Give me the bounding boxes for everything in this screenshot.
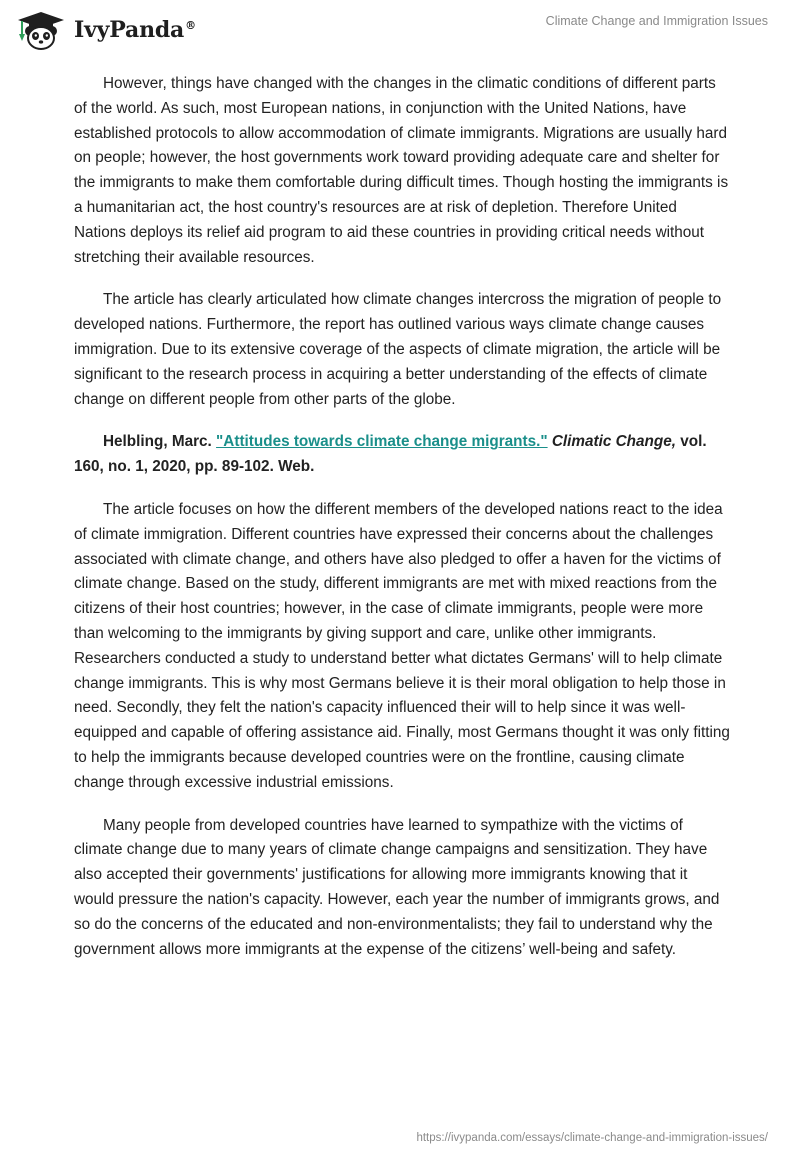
citation-title-link[interactable]: "Attitudes towards climate change migrants." [216,433,548,451]
citation-author: Helbling, Marc. [103,433,212,451]
paragraph: The article has clearly articulated how climate changes intercross the migration of people to developed nations. Furthermore, the report has outlined various ways climate change causes immigration. Due to its extensive coverage of the aspects of climate migration, the article will be significant to the research process in acquiring a better understanding of the effects of climate change on different people from other parts of the globe. [74,291,722,408]
ivypanda-logo[interactable] [14,10,196,50]
essay-body [74,72,730,980]
document-title: Climate Change and Immigration Issues [545,14,768,28]
paragraph: Many people from developed countries have learned to sympathize with the victims of climate change due to many years of climate change campaigns and sensitization. They have also accepted their governments' justifications for allowing more immigrants knowing that it would pressure the nation's capacity. However, each year the number of immigrants grows, and so do the concerns of the educated and non-environmentalists; they fail to understand why the government allows more immigrants at the expense of the citizens’ well-being and safety. [74,816,720,958]
page-header [0,0,800,60]
panda-mortarboard-icon [14,10,68,50]
paragraph: The article focuses on how the different members of the developed nations react to the idea of climate immigration. Different countries have expressed their concerns about the challenges associated with climate change, and others have also pledged to offer a haven for the victims of climate change. Based on the study, different immigrants are met with mixed reactions from the citizens of their host countries; however, in the case of climate immigrants, people were more than welcoming to the immigrants by giving support and care, unlike other immigrants. Researchers conducted a study to understand better what dictates Germans' will to help climate change immigrants. This is why most Germans believe it is their moral obligation to help those in need. Secondly, they felt the nation's capacity influenced their will to help since it was well-equipped and capable of offering assistance aid. Finally, most Germans thought it was only fitting to help the immigrants because developed countries were on the frontline, causing climate change through excessive industrial emissions. [74,500,730,791]
citation-details: vol. 160, no. 1, 2020, pp. 89-102. Web. [74,433,707,476]
citation-journal: Climatic Change, [551,433,676,451]
citation [74,430,730,480]
source-url[interactable]: https://ivypanda.com/essays/climate-change-and-immigration-issues/ [416,1132,768,1144]
paragraph: However, things have changed with the changes in the climatic conditions of different parts of the world. As such, most European nations, in conjunction with the United Nations, have established protocols to allow accommodation of climate immigrants. Migrations are usually hard on people; however, the host governments work toward providing adequate care and shelter for the immigrants to make them comfortable during difficult times. Though hosting the immigrants is a humanitarian act, the host country's resources are at risk of depletion. Therefore United Nations deploys its relief aid program to aid these countries in providing critical needs without stretching their available resources. [74,75,729,266]
logo-wordmark: IvyPanda® [74,17,196,43]
